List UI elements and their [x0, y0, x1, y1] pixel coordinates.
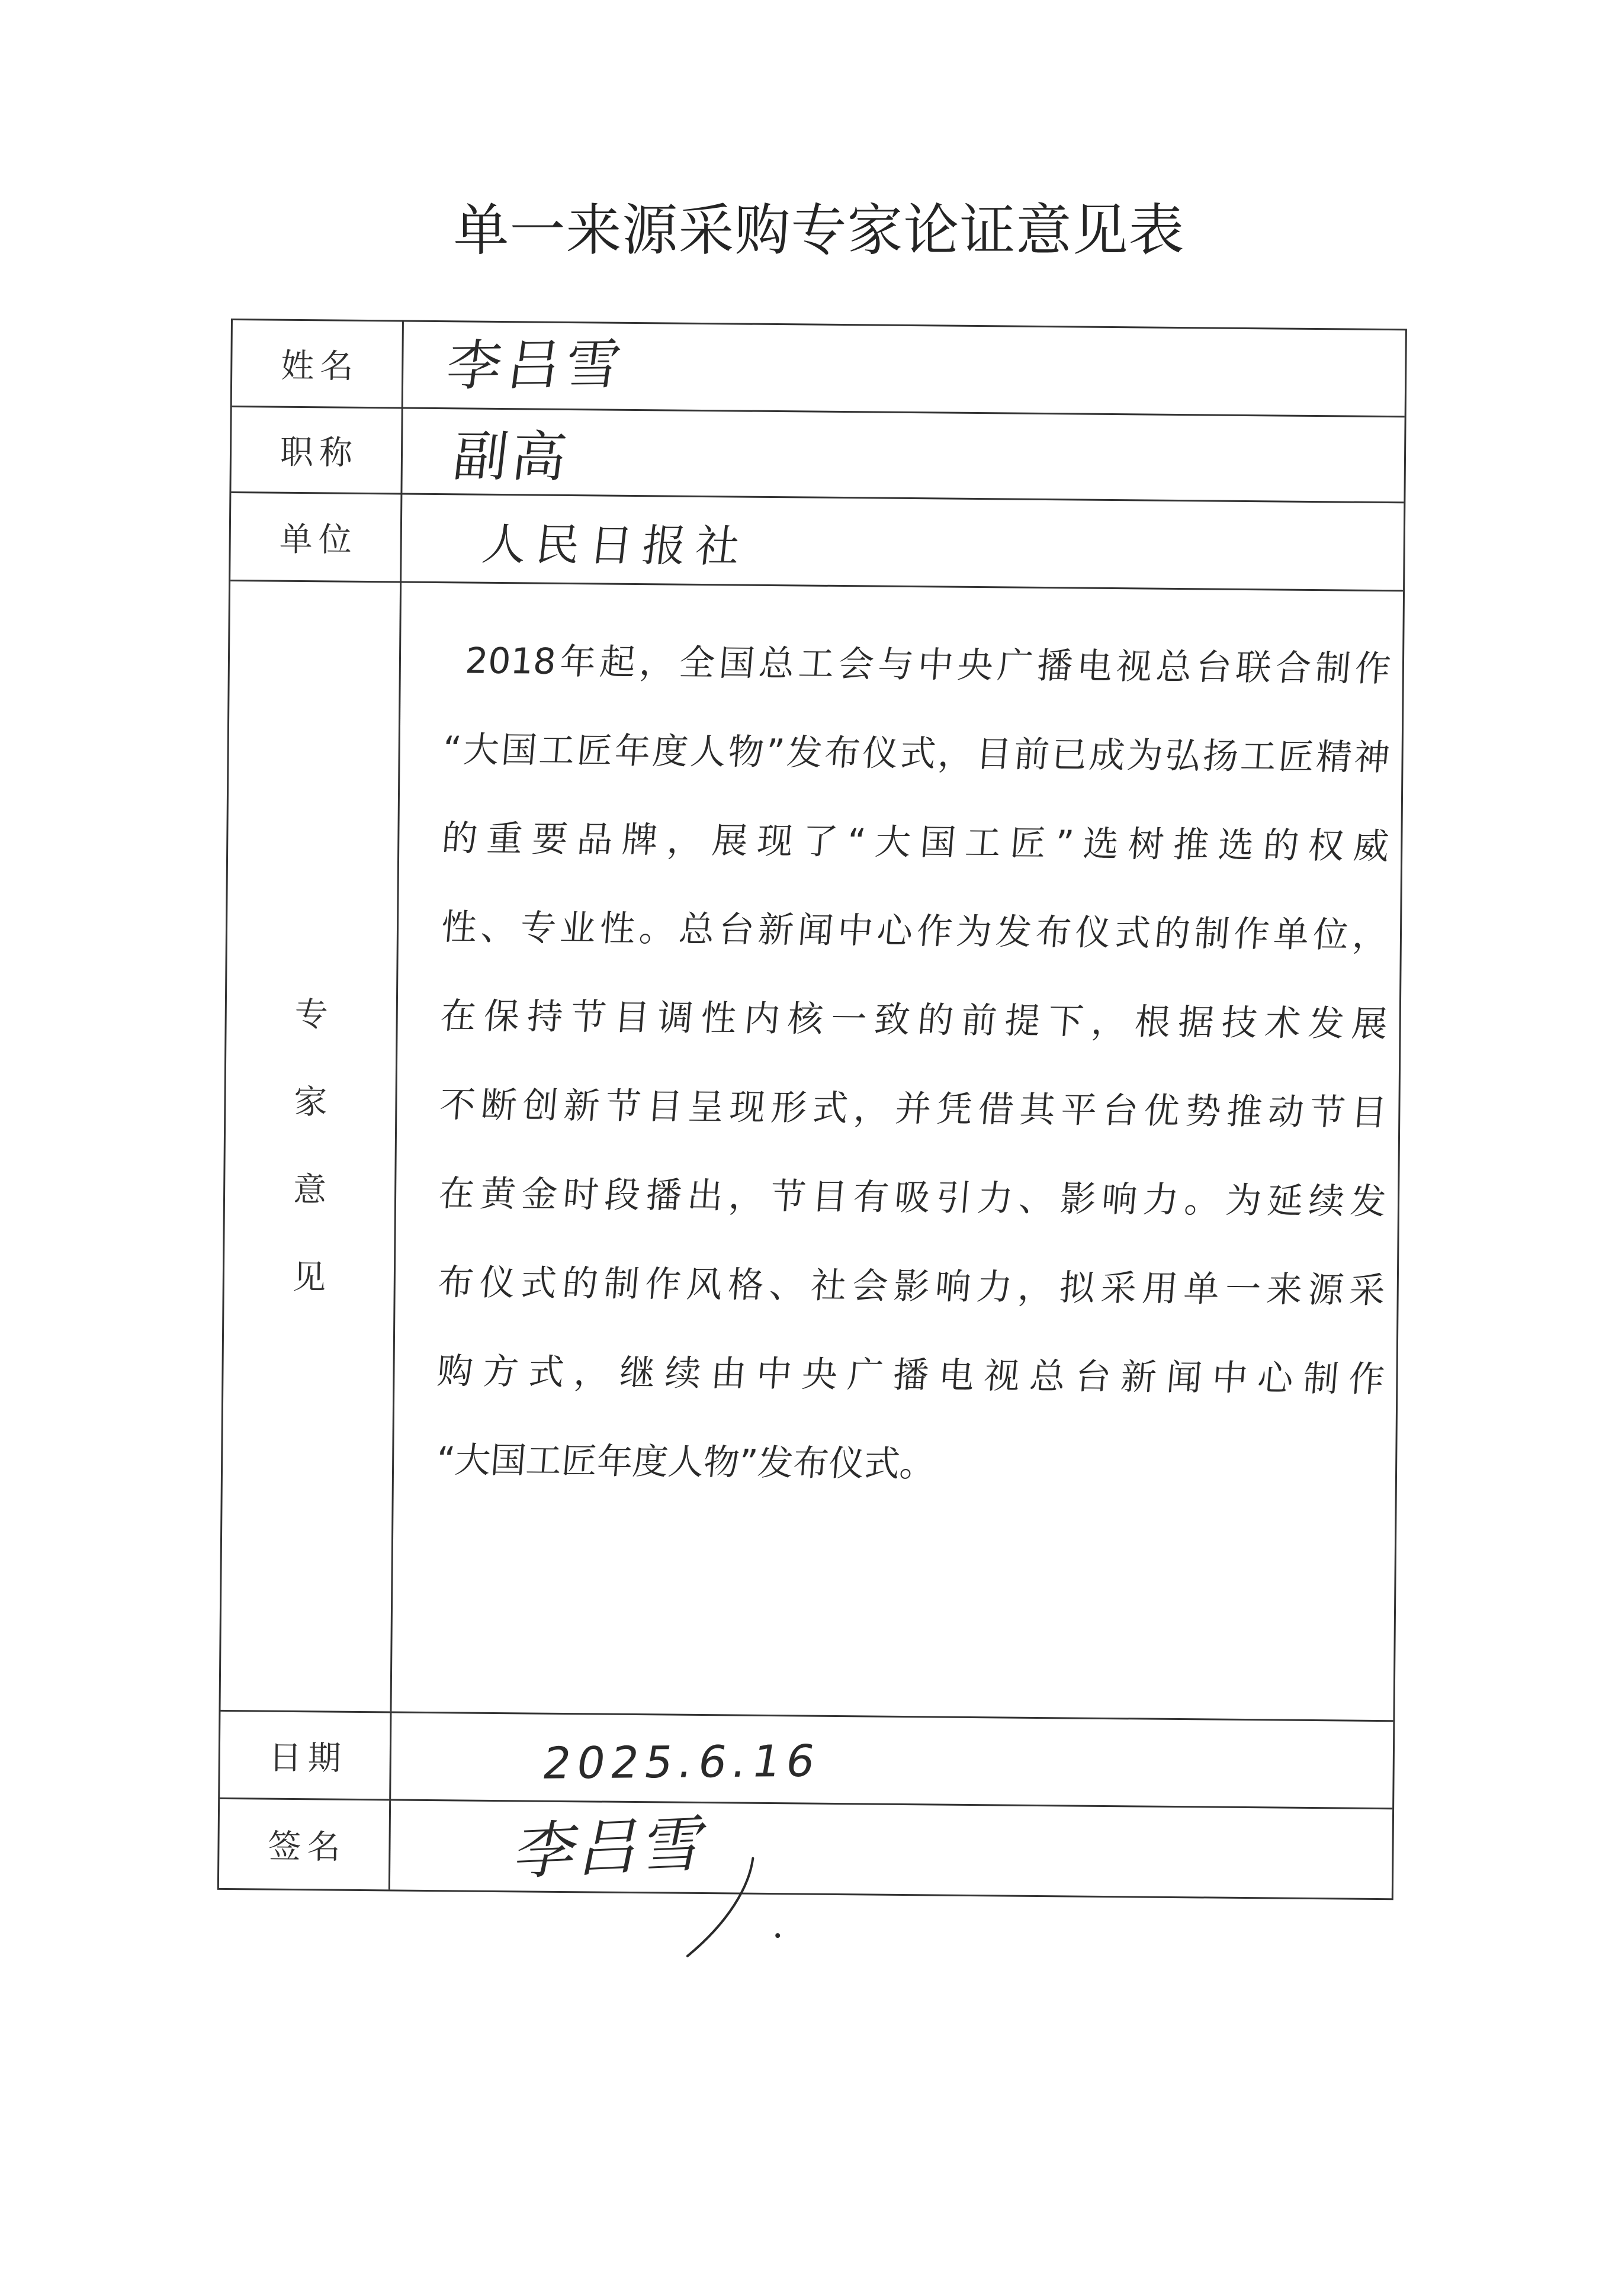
name-value: 李吕雪: [442, 333, 630, 398]
signature-tail-stroke: [688, 1858, 753, 1957]
date-row: [220, 1710, 1393, 1808]
unit-cell: [402, 495, 1404, 590]
opinion-line: 在黄金时段播出，节目有吸引力、影响力。为延续发: [437, 1173, 1388, 1223]
opinion-line: 的重要品牌，展现了“大国工匠”选树推选的权威: [440, 818, 1391, 868]
handwritten-opinion-text: [436, 616, 1391, 1513]
professional-title-row: [231, 406, 1404, 501]
opinion-line: 布仪式的制作风格、社会影响力，拟采用单一来源采: [436, 1262, 1387, 1312]
expert-opinion-label: [220, 581, 402, 1711]
opinion-line: 不断创新节目呈现形式，并凭借其平台优势推动节目: [438, 1084, 1389, 1134]
opinion-line: “大国工匠年度人物”发布仪式，目前已成为弘扬工匠精神: [441, 729, 1392, 779]
professional-title-value: 副高: [449, 425, 574, 489]
signature-row: [219, 1797, 1392, 1898]
date-cell: [391, 1713, 1393, 1808]
opinion-line: “大国工匠年度人物”发布仪式。: [435, 1439, 937, 1485]
opinion-line: 购方式，继续由中央广播电视总台新闻中心制作: [435, 1350, 1386, 1401]
opinion-form-table: [217, 319, 1407, 1900]
date-value: 2025.6.16: [538, 1735, 825, 1789]
opinion-line: 2018年起，全国总工会与中央广播电视总台联合制作: [464, 640, 1392, 690]
opinion-line: 性、专业性。总台新闻中心作为发布仪式的制作单位，: [439, 906, 1390, 957]
expert-opinion-label-char: 家: [294, 1082, 327, 1122]
unit-value: 人民日报社: [479, 519, 752, 573]
handwritten-signature: 李吕雪: [509, 1807, 715, 1889]
expert-opinion-row: [220, 580, 1403, 1720]
name-cell: [403, 322, 1405, 416]
name-label: 姓名: [232, 320, 404, 407]
unit-row: [230, 491, 1404, 590]
signature-dot: [775, 1933, 780, 1938]
signature-label: 签名: [219, 1799, 391, 1890]
professional-title-cell: [402, 409, 1404, 502]
professional-title-label: 职称: [231, 407, 403, 493]
expert-opinion-label-char: 见: [292, 1258, 326, 1297]
date-label: 日期: [220, 1712, 391, 1799]
signature-flourish: [390, 1800, 865, 1982]
expert-opinion-label-char: 意: [293, 1170, 327, 1210]
document-title: 单一来源采购专家论证意见表: [453, 198, 1185, 263]
signature-cell: [390, 1800, 1392, 1898]
name-row: [232, 320, 1405, 416]
opinion-line: 在保持节目调性内核一致的前提下，根据技术发展: [438, 995, 1389, 1046]
expert-opinion-cell: [391, 583, 1403, 1721]
unit-label: 单位: [230, 493, 402, 581]
expert-opinion-label-char: 专: [294, 995, 329, 1034]
